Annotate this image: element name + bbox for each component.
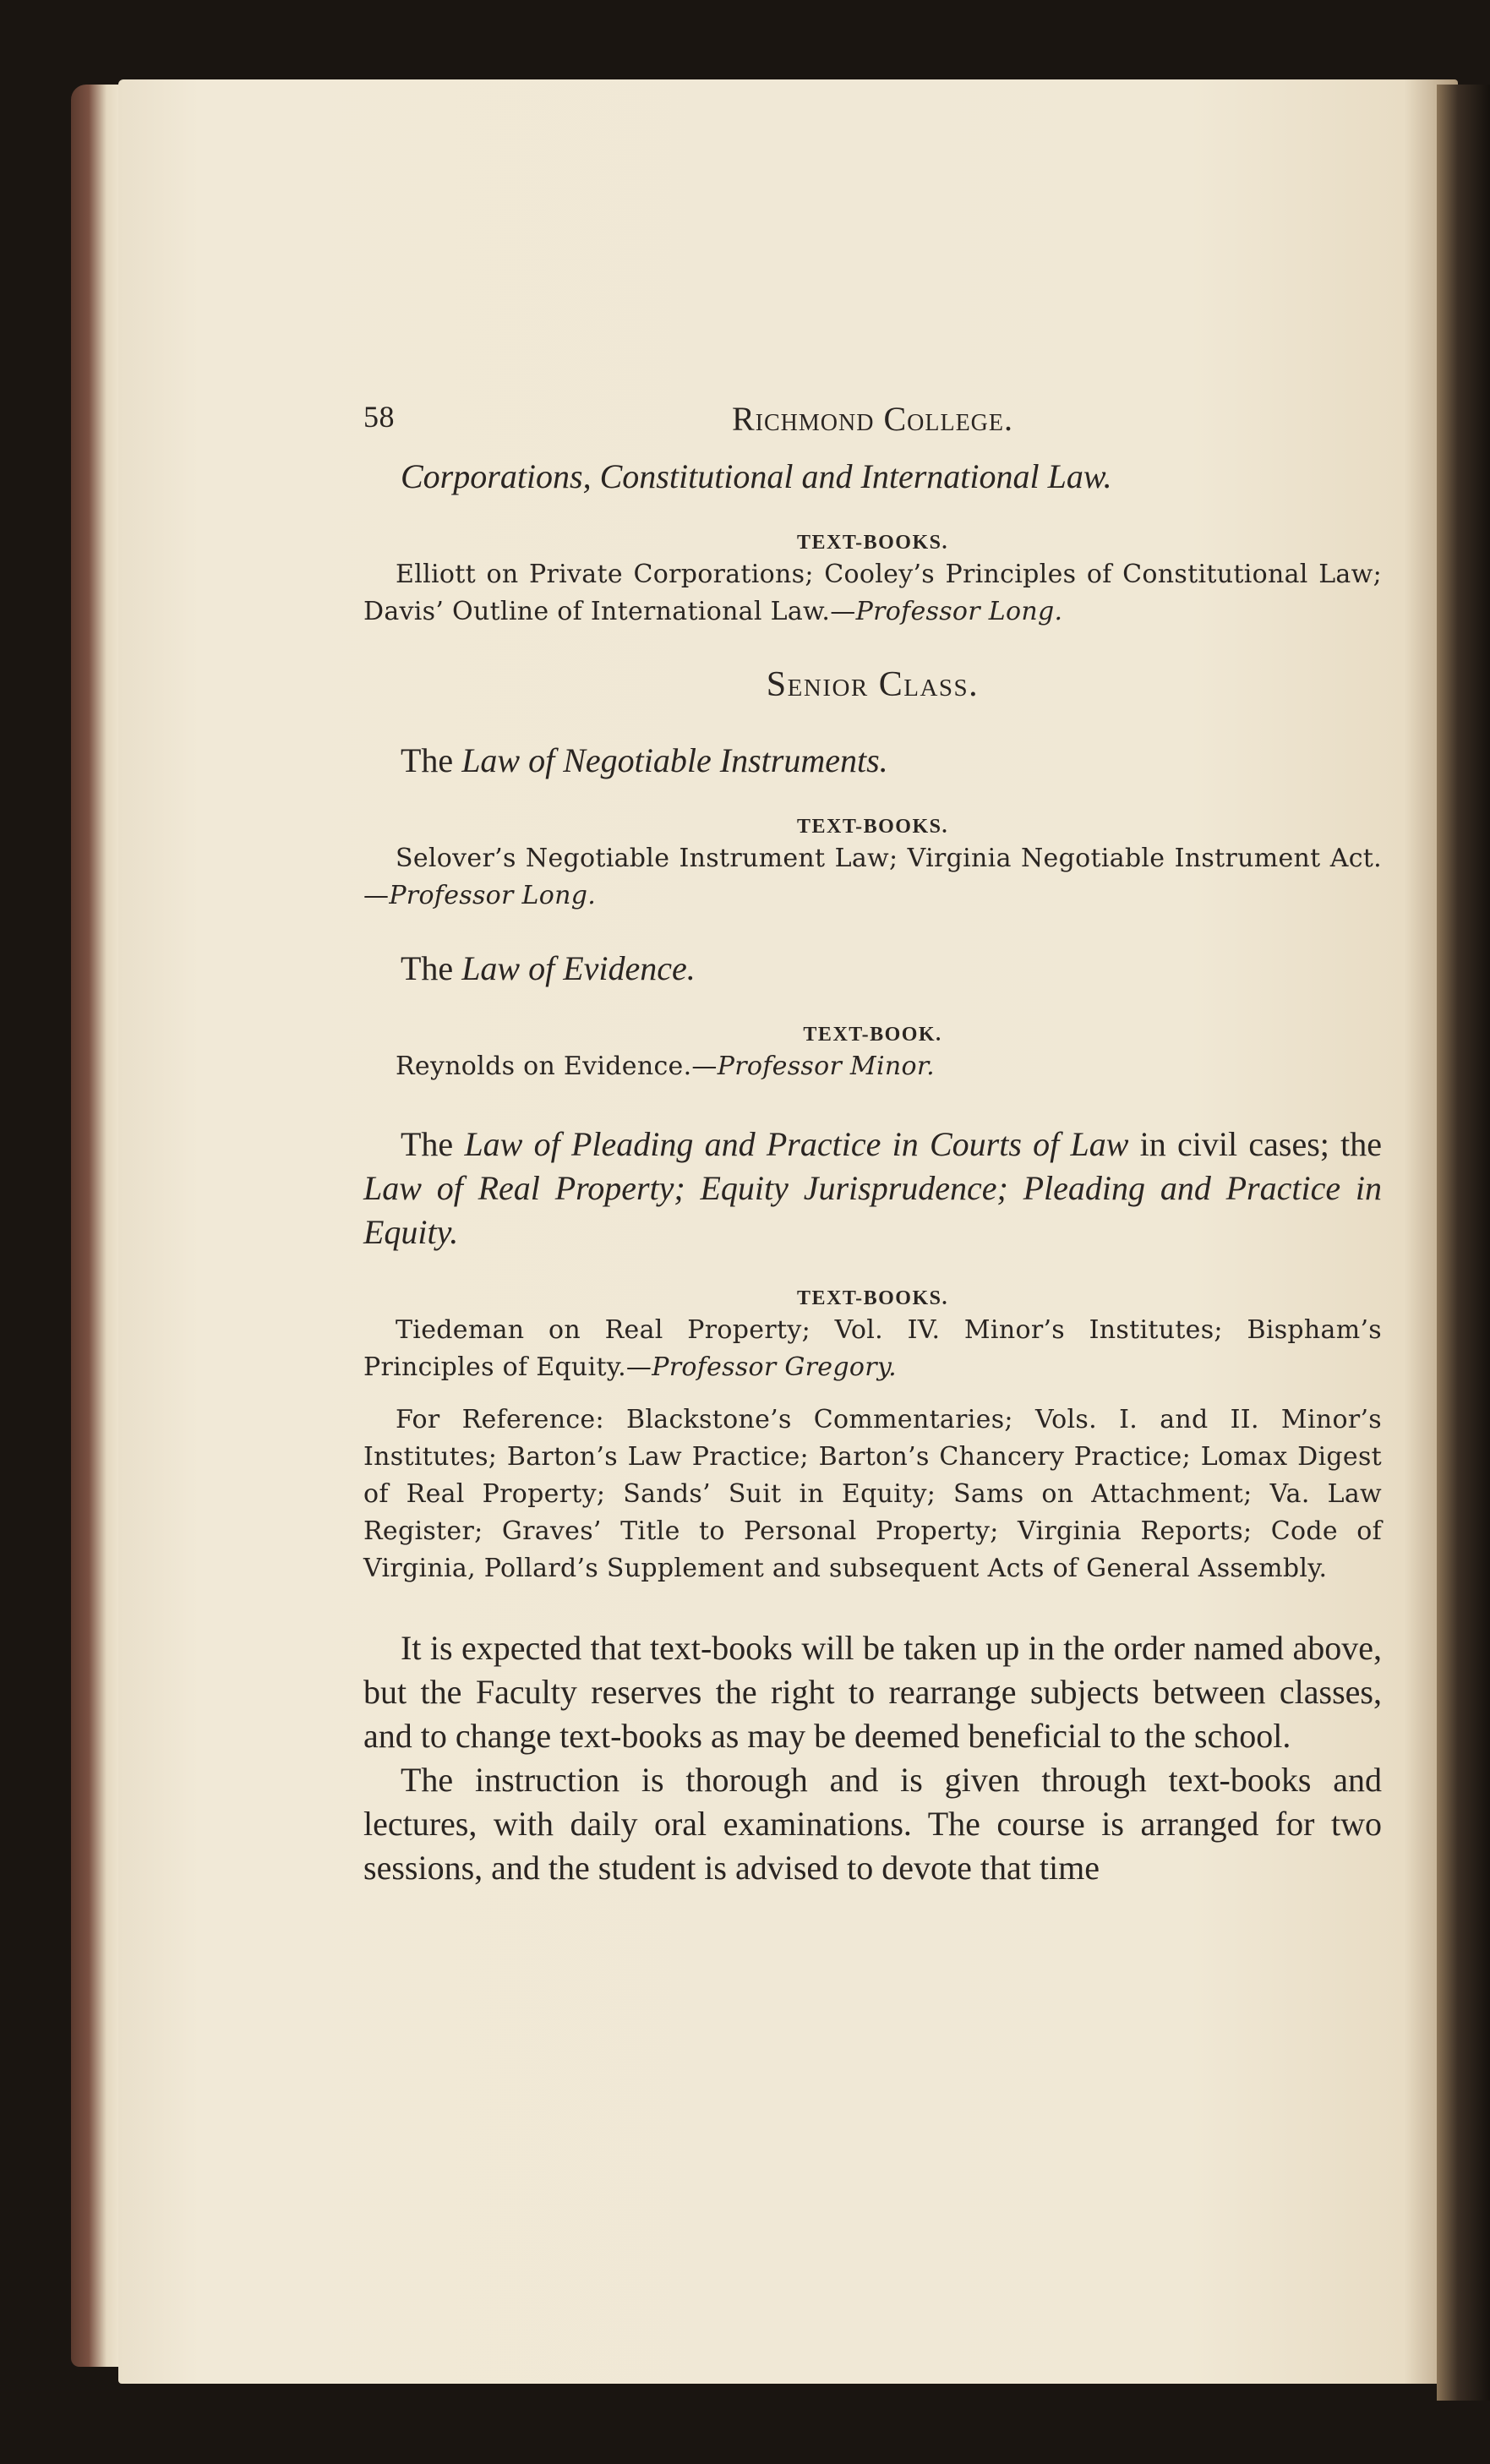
page-edge: [71, 85, 122, 2367]
textbooks-list: [363, 840, 1382, 915]
textbooks-list: [363, 1312, 1382, 1386]
textbooks-heading: TEXT-BOOKS.: [796, 532, 948, 554]
professor-name: Professor Long.: [389, 881, 597, 910]
text-run-italic: Law of Pleading and Practice in Courts of Law: [464, 1125, 1129, 1163]
subject-title-corporations: Corporations, Constitutional and International Law.: [401, 457, 1112, 495]
textbooks-text: Elliott on Private Corporations; Cooley’s Principles of Constitutional Law; Davis’ Outline of International Law.—: [363, 560, 1382, 626]
text-run: in civil cases; the: [1128, 1125, 1382, 1163]
subject-title-italic: Law of Evidence.: [461, 949, 696, 987]
spacer: [363, 1386, 1382, 1401]
subject-title-evidence: [401, 947, 1382, 991]
professor-name: Professor Long.: [855, 597, 1063, 626]
textbooks-list: [363, 1048, 1382, 1085]
binding-shadow: [1437, 85, 1490, 2401]
text-run-italic: Law of Real Property; Equity Jurisprudence; Pleading and Practice in Equity.: [363, 1169, 1382, 1251]
subject-paragraph-pleading: [363, 1123, 1382, 1254]
running-title: Richmond College.: [732, 400, 1013, 438]
reference-list: For Reference: Blackstone’s Commentaries; Vols. I. and II. Minor’s Institutes; Barton’s Law Practice; Barton’s Chancery Practice; Lomax Digest of Real Property; Sands’ Suit in Equity; Sams on Attachment; Va. Law Register; Graves’ Title to Personal Property; Virginia Reports; Code of Virginia, Pollard’s Supplement and subsequent Acts of General Assembly.: [363, 1405, 1382, 1583]
textbooks-text: Tiedeman on Real Property; Vol. IV. Minor’s Institutes; Bispham’s Principles of Equity.—: [363, 1315, 1382, 1382]
subject-title-negotiable: [401, 739, 1382, 783]
senior-class-heading: Senior Class.: [766, 665, 980, 704]
page-content: [363, 399, 1382, 1890]
professor-name: Professor Minor.: [717, 1052, 936, 1081]
subject-title-prefix: The: [401, 741, 462, 779]
subject-title-italic: Law of Negotiable Instruments.: [461, 741, 888, 779]
text-run: The: [401, 1125, 465, 1163]
textbooks-text: Selover’s Negotiable Instrument Law; Virginia Negotiable Instrument Act.—: [363, 844, 1382, 910]
closing-paragraph-2: The instruction is thorough and is given through text-books and lectures, with daily oral examinations. The course is arranged for two sessions, and the student is advised to devote that time: [363, 1761, 1382, 1887]
textbooks-heading: TEXT-BOOKS.: [796, 816, 948, 838]
textbook-heading: TEXT-BOOK.: [803, 1024, 942, 1046]
running-head: [363, 399, 1382, 446]
page-number: 58: [363, 400, 395, 434]
textbooks-list: [363, 556, 1382, 631]
closing-paragraph-1: It is expected that text-books will be taken up in the order named above, but the Faculty reserves the right to rearrange subjects between classes, and to change text-books as may be deemed beneficial to the school.: [363, 1629, 1382, 1755]
textbooks-text: Reynolds on Evidence.—: [396, 1052, 718, 1081]
textbooks-heading: TEXT-BOOKS.: [796, 1287, 948, 1309]
subject-title-prefix: The: [401, 949, 462, 987]
professor-name: Professor Gregory.: [652, 1352, 897, 1382]
